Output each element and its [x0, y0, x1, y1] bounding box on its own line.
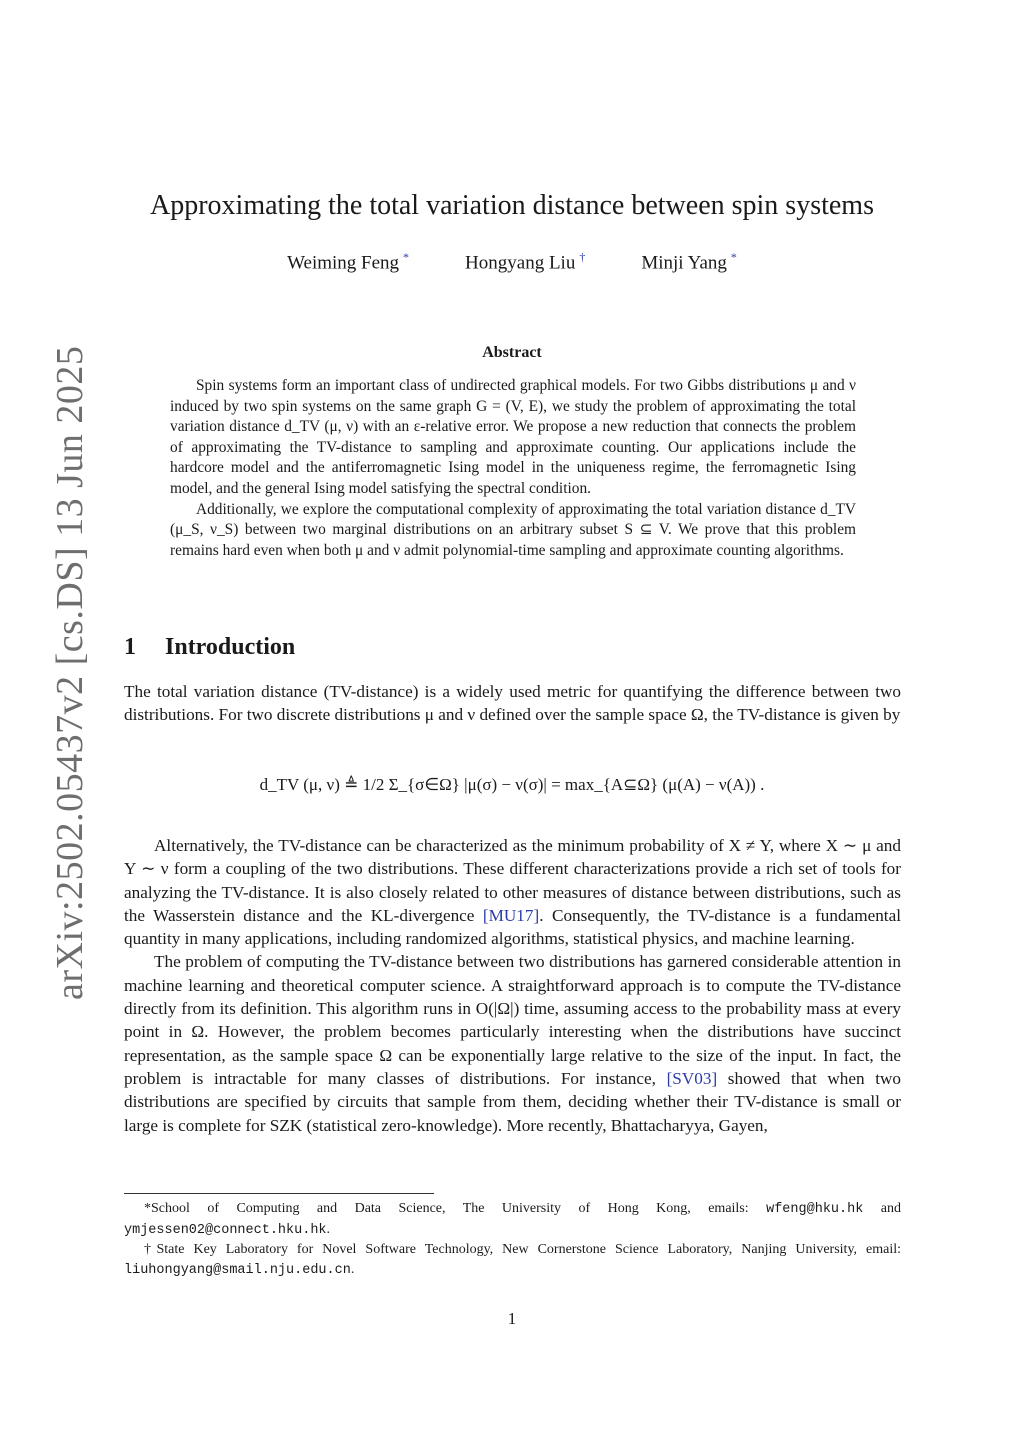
intro-paragraph-3: The problem of computing the TV-distance between two distributions has garnered considerable attention in machine learning and theoretical computer science. A straightforward approach is to compute the TV-distance directly from its definition. This algorithm runs in O(|Ω|) time, assuming access to the probability mass at every point in Ω. However, the problem becomes particularly interesting when the distributions have succinct representation, as the sample space Ω can be exponentially large relative to the size of the input. In fact, the problem is intractable for many classes of distributions. For instance, [SV03] showed that when two distributions are specified by circuits that sample from them, deciding whether their TV-distance is small or large is complete for SZK (statistical zero-knowledge). More recently, Bhattacharyya, Gayen, — [124, 952, 901, 1135]
abstract-paragraph-2: Additionally, we explore the computational complexity of approximating the total variation distance d_TV (μ_S, ν_S) between two marginal distributions on an arbitrary subset S ⊆ V. We prove that this problem remains hard even when both μ and ν admit polynomial-time sampling and approximate counting algorithms. — [170, 500, 856, 559]
intro-paragraph-1: The total variation distance (TV-distance) is a widely used metric for quantifying the difference between two distributions. For two discrete distributions μ and ν defined over the sample space Ω, the TV-distance is given by — [124, 682, 901, 725]
author-2: Hongyang Liu † — [465, 250, 586, 274]
author-1-mark[interactable]: * — [403, 250, 410, 264]
page-number: 1 — [507, 1309, 517, 1328]
intro-paragraph-2: Alternatively, the TV-distance can be characterized as the minimum probability of X ≠ Y, where X ∼ μ and Y ∼ ν form a coupling of the two distributions. These different characterizations provide a rich set of tools for analyzing the TV-distance. It is also closely related to other measures of distance between distributions, such as the Wasserstein distance and the KL-divergence [MU17]. Consequently, the TV-distance is a fundamental quantity in many applications, including randomized algorithms, statistical physics, and machine learning. — [124, 836, 901, 949]
equation-svg — [124, 762, 901, 810]
intro-body-block — [124, 834, 901, 1137]
abstract-paragraph-1: Spin systems form an important class of undirected graphical models. For two Gibbs distributions μ and ν induced by two spin systems on the same graph G = (V, E), we study the problem of approximating the total variation distance d_TV (μ, ν) with an ε-relative error. We propose a new reduction that connects the problem of approximating the TV-distance to sampling and approximate counting. Our applications include the hardcore model and the antiferromagnetic Ising model in the uniqueness regime, the ferromagnetic Ising model, and the general Ising model satisfying the spectral condition. — [170, 377, 856, 497]
section-title: Introduction — [165, 634, 296, 660]
author-1: Weiming Feng * — [287, 250, 410, 274]
intro-paragraph-1-block — [124, 680, 901, 727]
footnotes — [124, 1199, 901, 1280]
equation-text: d_TV (μ, ν) ≜ 1/2 Σ_{σ∈Ω} |μ(σ) − ν(σ)| = max_{A⊆Ω} (μ(A) − ν(A)) . — [259, 775, 765, 794]
section-heading-introduction — [124, 634, 295, 661]
abstract-body — [170, 376, 856, 561]
footnote-divider — [124, 1193, 434, 1194]
section-number: 1 — [124, 634, 136, 660]
author-2-mark[interactable]: † — [579, 250, 586, 264]
footnote-affiliation-1: *School of Computing and Data Science, The University of Hong Kong, emails: wfeng@hku.hk and ymjessen02@connect.hku.hk. — [124, 1201, 901, 1238]
arxiv-identifier: arXiv:2502.05437v2 [cs.DS] 13 Jun 2025 — [49, 345, 91, 1000]
tv-distance-equation — [124, 762, 901, 810]
paper-title: Approximating the total variation distance between spin systems — [150, 190, 874, 221]
author-3: Minji Yang * — [641, 250, 737, 274]
abstract-heading: Abstract — [482, 344, 542, 361]
footnote-affiliation-2: †State Key Laboratory for Novel Software Technology, New Cornerstone Science Laboratory, Nanjing University, email: liuhongyang@smail.nju.edu.cn. — [124, 1242, 901, 1278]
author-list — [0, 250, 1024, 274]
author-3-mark[interactable]: * — [730, 250, 737, 264]
